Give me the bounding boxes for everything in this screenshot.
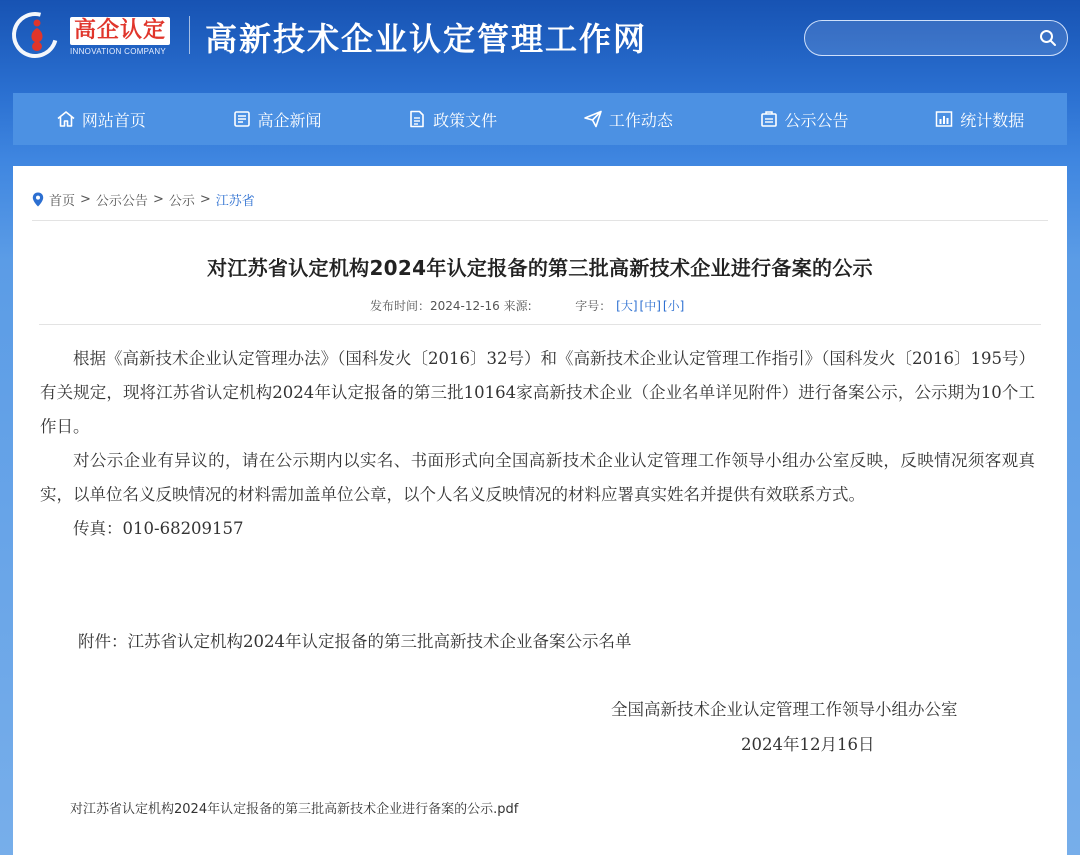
search-icon[interactable] <box>1039 29 1057 47</box>
article-body <box>40 342 1035 546</box>
publish-date: 2024-12-16 <box>430 299 500 313</box>
nav-item-label: 网站首页 <box>81 110 146 130</box>
home-icon <box>56 109 76 129</box>
site-header <box>0 0 1080 82</box>
breadcrumb-separator: > <box>152 192 164 207</box>
logo-text: 高企认定 <box>70 17 170 45</box>
signer: 全国高新技术企业认定管理工作领导小组办公室 <box>611 700 958 719</box>
article-paragraph: 传真：010-68209157 <box>73 519 244 538</box>
nav-item-label: 公示公告 <box>784 110 849 130</box>
nav-item-label: 统计数据 <box>960 110 1025 130</box>
sign-date: 2024年12月16日 <box>741 735 875 754</box>
nav-item-notice[interactable] <box>716 93 892 145</box>
site-logo[interactable] <box>12 10 182 60</box>
font-size-medium[interactable]: [中] <box>639 299 661 313</box>
attachment-pdf-link[interactable]: 对江苏省认定机构2024年认定报备的第三批高新技术企业进行备案的公示.pdf <box>70 802 519 817</box>
logo-divider <box>189 16 190 54</box>
breadcrumb-separator: > <box>199 192 211 207</box>
logo-subtext: INNOVATION COMPANY <box>70 47 167 56</box>
nav-item-news[interactable] <box>189 93 365 145</box>
breadcrumb-current[interactable]: 江苏省 <box>215 194 255 209</box>
divider <box>32 220 1048 221</box>
news-icon <box>232 109 252 129</box>
article-title: 对江苏省认定机构2024年认定报备的第三批高新技术企业进行备案的公示 <box>207 256 873 280</box>
site-title: 高新技术企业认定管理工作网 <box>205 20 648 58</box>
article-paragraph: 根据《高新技术企业认定管理办法》（国科发火〔2016〕32号）和《高新技术企业认定管理工作指引》（国科发火〔2016〕195号）有关规定，现将江苏省认定机构2024年认定报备的第三批10164家高新技术企业（企业名单详见附件）进行备案公示，公示期为10个工作日。 <box>40 349 1035 436</box>
nav-item-home[interactable] <box>13 93 189 145</box>
chart-icon <box>934 109 954 129</box>
breadcrumb-notices[interactable]: 公示公告 <box>95 194 148 209</box>
nav-item-work[interactable] <box>540 93 716 145</box>
breadcrumb-publicity[interactable]: 公示 <box>168 194 195 209</box>
font-size-small[interactable]: [小] <box>662 299 685 313</box>
logo-figure-icon <box>26 18 48 52</box>
attachment-note: 附件：江苏省认定机构2024年认定报备的第三批高新技术企业备案公示名单 <box>78 632 632 651</box>
nav-item-label: 高企新闻 <box>257 110 322 130</box>
nav-item-policy[interactable] <box>364 93 540 145</box>
send-icon <box>583 109 603 129</box>
search-box <box>804 20 1068 56</box>
nav-item-label: 工作动态 <box>608 110 673 130</box>
search-input[interactable] <box>821 27 1031 49</box>
location-pin-icon <box>32 192 44 207</box>
main-nav <box>13 93 1067 145</box>
breadcrumb-separator: > <box>80 192 91 207</box>
breadcrumb-home[interactable]: 首页 <box>49 194 76 209</box>
source-label: 来源: <box>503 299 532 313</box>
article-meta <box>370 297 685 314</box>
font-size-label: 字号： <box>575 299 612 313</box>
notice-icon <box>759 109 779 129</box>
publish-label: 发布时间： <box>370 299 431 313</box>
nav-item-statistics[interactable] <box>891 93 1067 145</box>
document-icon <box>407 109 427 129</box>
nav-item-label: 政策文件 <box>433 110 498 130</box>
divider <box>39 324 1041 325</box>
article-paragraph: 对公示企业有异议的，请在公示期内以实名、书面形式向全国高新技术企业认定管理工作领导小组办公室反映，反映情况须客观真实，以单位名义反映情况的材料需加盖单位公章，以个人名义反映情况的材料应署真实姓名并提供有效联系方式。 <box>40 451 1035 504</box>
article-panel <box>13 166 1067 855</box>
breadcrumb <box>32 190 255 209</box>
font-size-large[interactable]: [大] <box>616 299 638 313</box>
